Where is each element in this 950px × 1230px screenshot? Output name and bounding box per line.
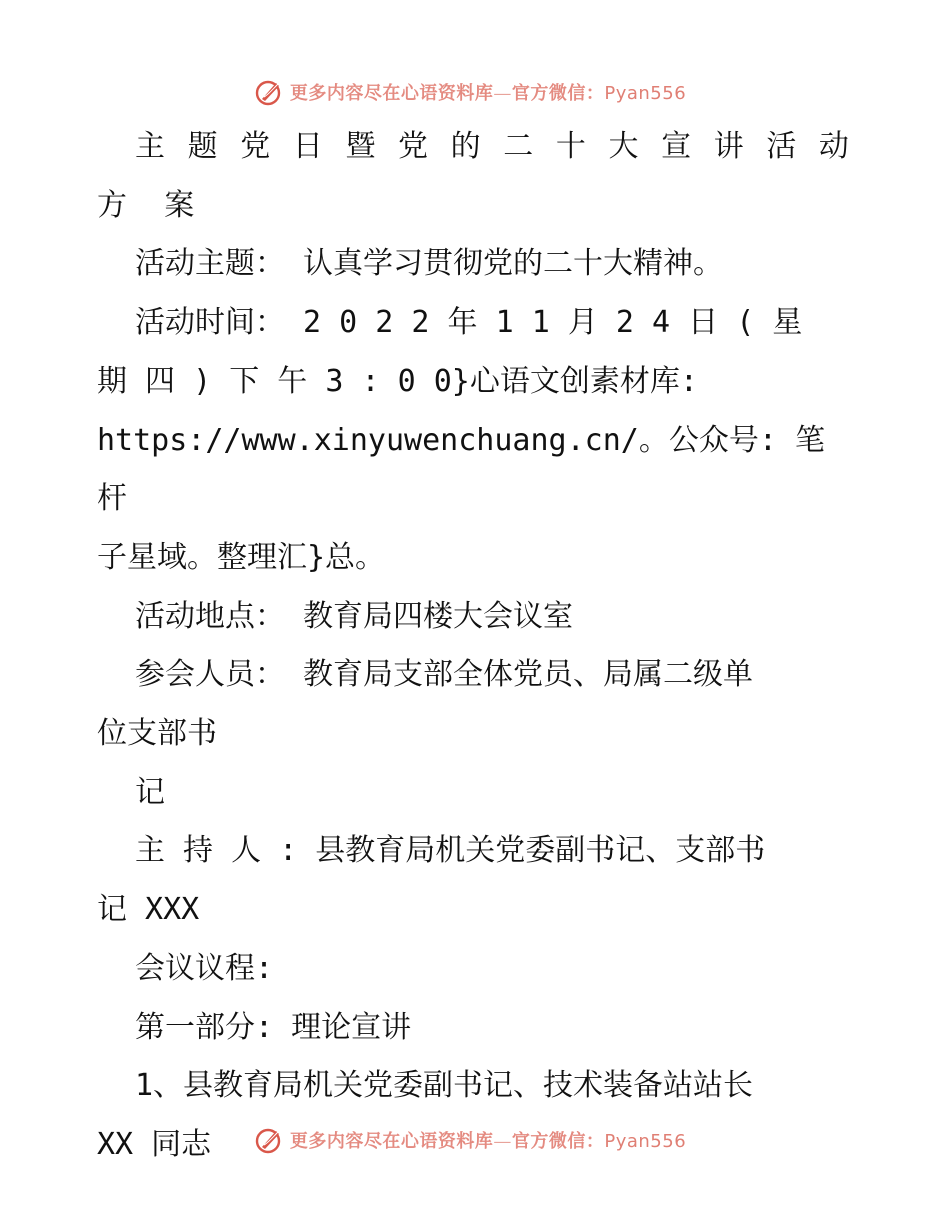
watermark-text (290, 79, 686, 105)
watermark-separator: — (493, 1131, 512, 1152)
para-time-4: 子星域。整理汇}总。 (97, 539, 386, 575)
title-char: 的 (450, 129, 481, 164)
watermark-text (290, 1127, 686, 1153)
title-char: 党 (240, 129, 271, 164)
para-attendees-2: 位支部书 (97, 716, 217, 752)
title-char: 大 (608, 129, 639, 164)
doc-title-line-2: 方 案 (97, 187, 204, 223)
watermark-label: 官方微信： (511, 1131, 605, 1152)
para-item-1-cont: XX 同志 (97, 1126, 212, 1162)
title-char: 讲 (713, 129, 744, 164)
watermark-account: Pyan556 (604, 1131, 687, 1152)
watermark-account: Pyan556 (604, 83, 687, 104)
para-host-2: 记 XXX (97, 892, 200, 928)
title-char: 暨 (345, 129, 376, 164)
title-char: 题 (187, 129, 218, 164)
para-time-3: https://www.xinyuwenchuang.cn/。公众号: 笔杆 (97, 422, 825, 517)
para-theme: 活动主题： 认真学习贯彻党的二十大精神。 (135, 246, 724, 282)
title-char: 动 (818, 129, 849, 164)
quill-logo-icon (254, 1125, 284, 1155)
para-agenda: 会议议程: (135, 950, 274, 986)
para-time-2: 期 四 ) 下 午 3 : 0 0}心语文创素材库: (97, 363, 698, 399)
quill-logo-icon (254, 77, 284, 107)
para-host-1: 主 持 人 : 县教育局机关党委副书记、支部书 (135, 833, 766, 869)
title-char: 党 (398, 129, 429, 164)
footer-watermark (0, 1120, 950, 1160)
title-char: 日 (292, 129, 323, 164)
para-attendees-3: 记 (135, 774, 165, 810)
para-time-1: 活动时间： 2 0 2 2 年 1 1 月 2 4 日 ( 星 (135, 305, 803, 341)
title-char: 主 (135, 129, 165, 164)
para-attendees-1: 参会人员： 教育局支部全体党员、局属二级单 (135, 657, 754, 693)
title-char: 活 (766, 129, 797, 164)
watermark-slogan: 更多内容尽在心语资料库 (289, 83, 494, 104)
header-watermark (0, 72, 950, 112)
para-location: 活动地点： 教育局四楼大会议室 (135, 598, 574, 634)
para-part-1: 第一部分: 理论宣讲 (135, 1009, 412, 1045)
footer-watermark-inner (254, 1125, 686, 1155)
title-char: 宣 (661, 129, 692, 164)
title-char: 十 (555, 129, 586, 164)
header-watermark-inner (254, 77, 686, 107)
title-char: 二 (503, 129, 534, 164)
watermark-slogan: 更多内容尽在心语资料库 (289, 1131, 494, 1152)
document-body (97, 118, 849, 1175)
watermark-separator: — (493, 83, 512, 104)
watermark-label: 官方微信： (511, 83, 605, 104)
para-item-1: 1、县教育局机关党委副书记、技术装备站站长 (135, 1068, 754, 1104)
doc-title-line-1 (97, 118, 849, 177)
